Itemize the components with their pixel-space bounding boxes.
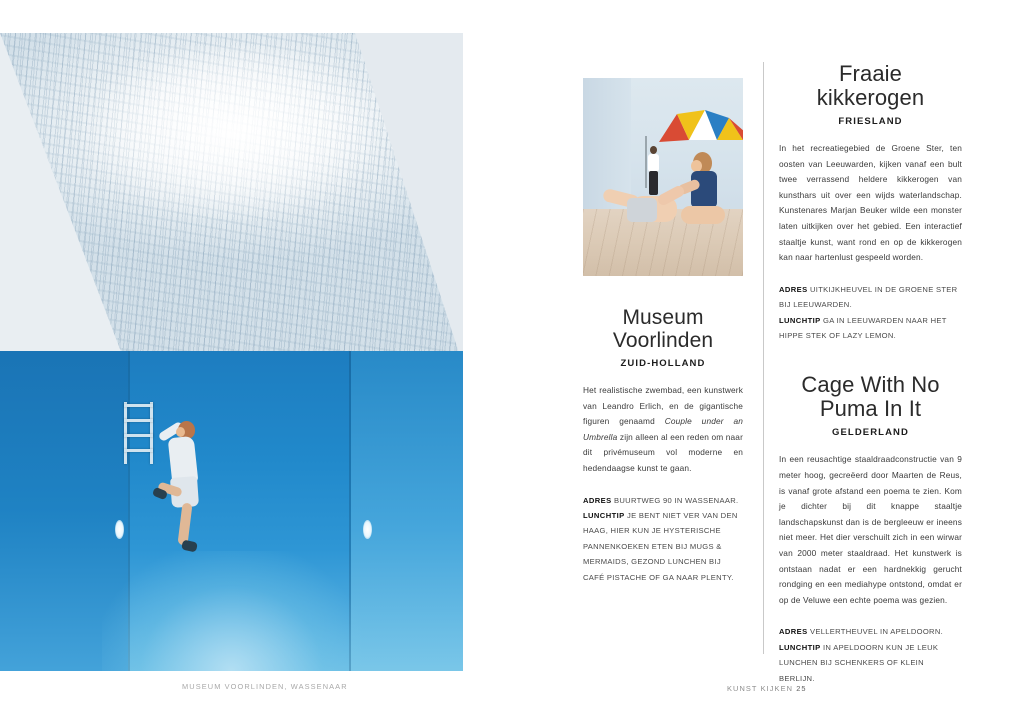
column-divider [763, 62, 764, 654]
frog-eyes-body: In het recreatiegebied de Groene Ster, ten oosten van Leeuwarden, kijken vanaf een bult twee verrassend heldere kikkerogen van kunsthars uit over een wijds waterlandschap. Kunstenares Marjan Beuker wilde een monster laten uitkijken over het gebied. Een interactief staaltje kunst, want rond en op de kikkerogen kan naar hartenlust gespeeld worden. [779, 143, 962, 263]
cage-body: In een reusachtige staaldraadconstructie van 9 meter hoog, gecreëerd door Maarten de Reus, is vanaf grote afstand een poema te zien. Kom je dichter bij dit knappe staaltje landschapskunst dan is de bergleeuw er ineens niet meer. Het dier verschuilt zich in een wirwar van 2000 meter staaldraad. Het kunstwerk is ontstaan nadat er een hardnekkig gerucht rondging en een mediahype ontstond, omdat er op de Veluwe een echte poema was gezien. [779, 454, 962, 605]
hero-caption: MUSEUM VOORLINDEN, WASSENAAR [182, 682, 348, 691]
middle-column [583, 78, 743, 585]
voorlinden-lunchtip-value: JE BENT NIET VER VAN DEN HAAG, HIER KUN JE HYSTERISCHE PANNENKOEKEN ETEN BIJ MUGS & MERMAIDS, GEZOND LUNCHEN BIJ CAFÉ PISTACHE OF GA NAAR PLENTY. [583, 510, 738, 582]
voorlinden-body [583, 383, 743, 477]
photo-couple-under-umbrella [583, 78, 743, 276]
frog-eyes-title-line1: Fraaie [839, 61, 902, 86]
voorlinden-artwork-title: Couple under an Umbrella [583, 416, 743, 442]
umbrella-icon [655, 106, 743, 146]
cage-lunchtip-value: IN APELDOORN KUN JE LEUK LUNCHEN BIJ SCHENKERS OF KLEIN BERLIJN. [779, 642, 939, 683]
pool-interior [0, 351, 463, 671]
frog-eyes-adres-value: UITKIJKHEUVEL IN DE GROENE STER BIJ LEEUWARDEN. [779, 284, 958, 310]
voorlinden-region: ZUID-HOLLAND [620, 358, 706, 369]
frog-eyes-meta [779, 282, 962, 344]
page-folio [727, 684, 807, 693]
frog-eyes-lunchtip-value: GA IN LEEUWARDEN NAAR HET HIPPE STEK OF LAZY LEMON. [779, 315, 947, 340]
voorlinden-meta [583, 493, 743, 585]
pool-floor-glow [102, 551, 361, 671]
cage-lunchtip-label: LUNCHTIP [779, 642, 821, 652]
lying-sculpture-figure [601, 190, 695, 234]
frog-eyes-adres-label: ADRES [779, 284, 808, 294]
pool-light-right [363, 520, 372, 539]
cage-title [779, 373, 962, 421]
voorlinden-body-part1: Het realistische zwembad, een kunstwerk van Leandro Erlich, en de gigantische figuren genaamd [583, 385, 743, 427]
article-cage [779, 373, 962, 686]
cage-region: GELDERLAND [832, 427, 909, 439]
voorlinden-lunchtip-label: LUNCHTIP [583, 510, 625, 520]
cage-adres-label: ADRES [779, 627, 808, 637]
visitor-figure [645, 146, 661, 196]
frog-eyes-title-line2: kikkerogen [816, 85, 925, 110]
cage-meta [779, 624, 962, 686]
right-column [779, 62, 962, 686]
article-frog-eyes [779, 62, 962, 343]
voorlinden-adres-label: ADRES [583, 495, 612, 505]
frog-eyes-lunchtip-label: LUNCHTIP [779, 315, 821, 325]
hero-photo-swimming-pool [0, 33, 463, 671]
pool-light-left [115, 520, 124, 539]
cage-title-line1: Cage With No [801, 372, 940, 398]
pool-side-right [351, 351, 463, 671]
pool-wall-left [0, 33, 126, 365]
voorlinden-adres-value: BUURTWEG 90 IN WASSENAAR. [614, 495, 739, 505]
article-voorlinden [583, 306, 743, 585]
voorlinden-body-part2: zijn alleen al een reden om naar dit privémuseum vol moderne en hedendaagse kunst te gaan. [583, 431, 743, 473]
cage-adres-value: VELLERTHEUVEL IN APELDOORN. [810, 627, 944, 637]
voorlinden-title [583, 306, 743, 352]
frog-eyes-title [779, 62, 962, 110]
person-climbing-ladder [152, 411, 214, 559]
pool-wall-right [355, 33, 463, 365]
folio-label: KUNST KIJKEN [727, 684, 794, 693]
voorlinden-title-line2: Voorlinden [612, 329, 714, 352]
cage-title-line2: Puma In It [819, 396, 922, 422]
folio-number: 25 [796, 684, 807, 693]
voorlinden-title-line1: Museum [622, 306, 704, 329]
frog-eyes-region: FRIESLAND [838, 116, 903, 127]
